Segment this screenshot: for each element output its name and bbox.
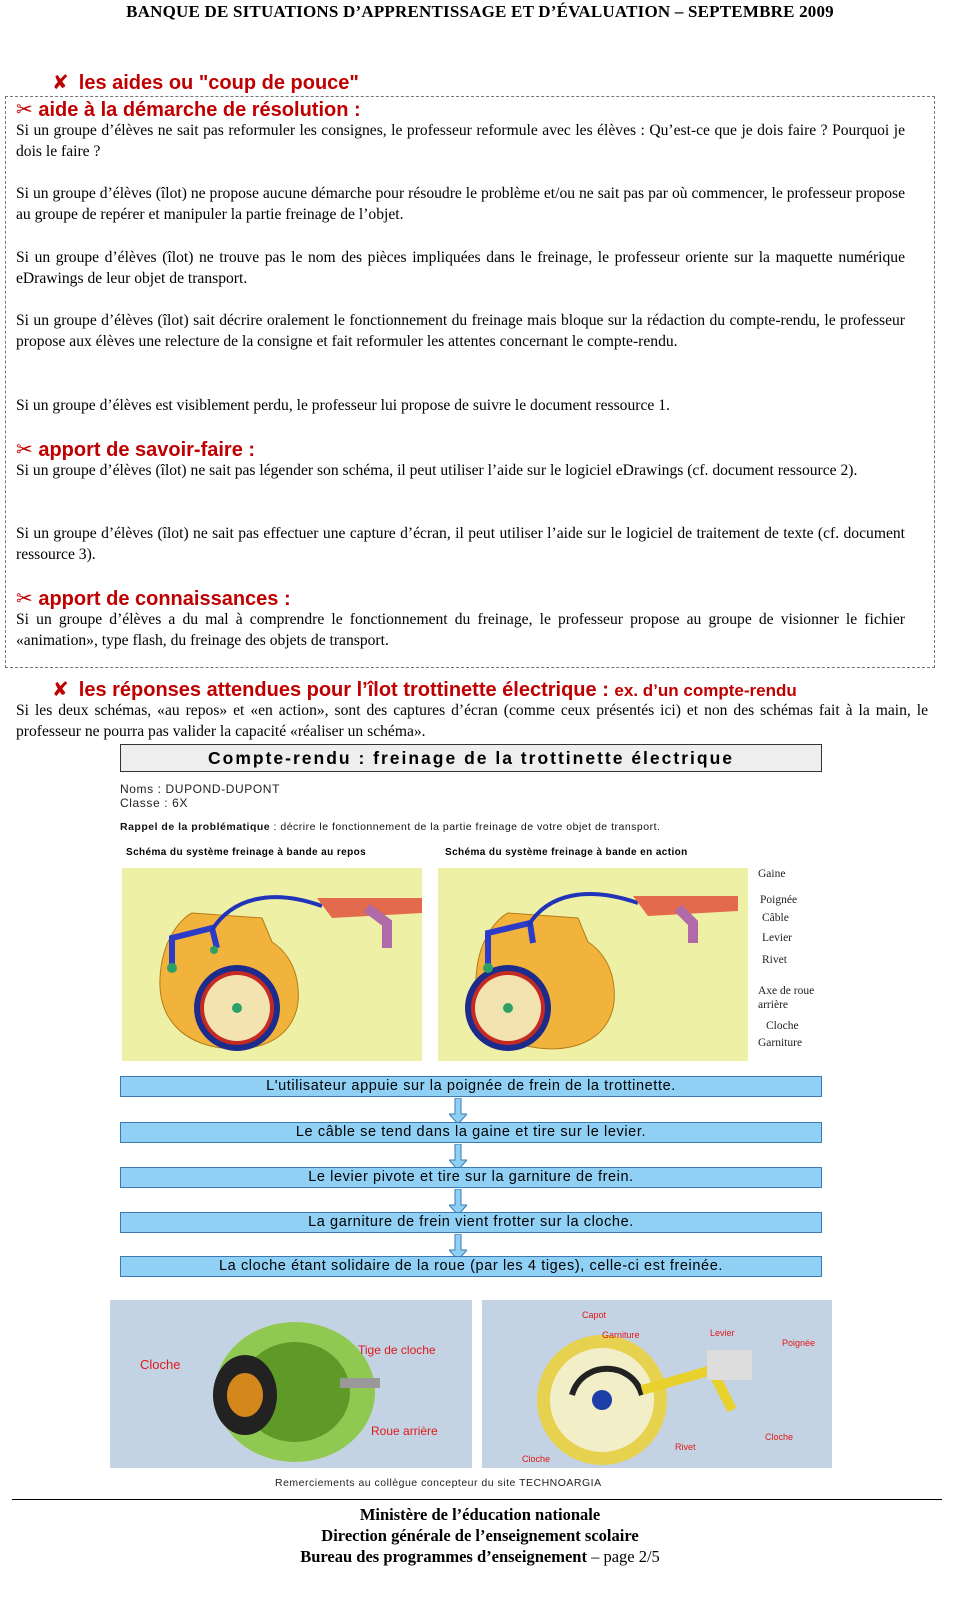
photo-label: Cloche [140,1357,181,1372]
sub-connaissances-label: apport de connaissances : [38,588,291,610]
paragraph: Si un groupe d’élèves (îlot) sait décrire oralement le fonctionnement du freinage mais bloque sur la rédaction du compte-rendu, le professeur propose aux élèves une relecture de la consigne et fait reformuler les attentes concernant le compte-rendu. [16,312,905,350]
schema-rest-caption: Schéma du système freinage à bande au repos [126,847,367,858]
section-aides-label: les aides ou "coup de pouce" [78,72,359,94]
report-title: Compte-rendu : freinage de la trottinette électrique [120,744,822,772]
legend-item: Axe de roue arrière [758,985,815,1011]
scissors-icon: ✂ [16,99,33,121]
photo-credit: Remerciements au collègue concepteur du site TECHNOARGIA [275,1477,602,1489]
paragraph: Si un groupe d’élèves (îlot) ne propose aucune démarche pour résoudre le problème et/ou ne sait pas par où commencer, le professeur propose au groupe de repérer et manipuler la partie freinage de l’objet. [16,185,905,223]
report-class: Classe : 6X [120,796,188,810]
step-box: Le levier pivote et tire sur la garniture de frein. [120,1167,822,1188]
photo-label: Levier [710,1328,735,1338]
sub-connaissances-title [16,586,291,611]
footer-line: Ministère de l’éducation nationale [359,1505,601,1524]
legend-item: Gaine [758,868,786,880]
down-arrow-icon [449,1098,467,1124]
brake-schema-rest [122,868,422,1061]
step-box: La garniture de frein vient frotter sur la cloche. [120,1212,822,1233]
section-reponses-label: les réponses attendues pour l’îlot trottinette électrique : [78,679,615,701]
step-box: L'utilisateur appuie sur la poignée de frein de la trottinette. [120,1076,822,1097]
step-box: Le câble se tend dans la gaine et tire sur le levier. [120,1122,822,1143]
paragraph: Si un groupe d’élèves a du mal à comprendre le fonctionnement du freinage, le professeur propose au groupe de visionner le fichier «animation», type flash, du freinage des objets de transport. [16,611,905,649]
legend-item: Poignée [760,894,798,906]
paragraph: Si un groupe d’élèves (îlot) ne sait pas effectuer une capture d’écran, il peut utiliser l’aide sur le logiciel de traitement de texte (cf. document ressource 3). [16,525,905,563]
footer-line-3 [0,1546,960,1567]
page-header: BANQUE DE SITUATIONS D’APPRENTISSAGE ET D’ÉVALUATION – SEPTEMBRE 2009 [126,2,834,21]
scissors-icon: ✂ [16,439,33,461]
page-number: – page 2/5 [586,1547,660,1566]
photo-brake-mechanism [482,1300,832,1468]
report-recall [120,821,660,833]
section-reponses-suffix: ex. d’un compte-rendu [614,681,797,700]
sub-demarche-label: aide à la démarche de résolution : [38,99,361,121]
photo-label: Garniture [602,1330,640,1340]
footer-rule [12,1499,942,1500]
schema-action-caption: Schéma du système freinage à bande en action [445,847,688,858]
sub-savoirfaire-title [16,437,255,462]
photo-label: Roue arrière [371,1424,438,1438]
photo-wheel-cloche [110,1300,472,1468]
cross-icon: ✘ [52,679,69,701]
aides-box [5,96,935,668]
photo-label: Capot [582,1310,607,1320]
legend-item: Rivet [762,954,787,966]
legend-item: Cloche [766,1020,799,1032]
cross-icon: ✘ [52,72,69,94]
paragraph: Si un groupe d’élèves est visiblement perdu, le professeur lui propose de suivre le document ressource 1. [16,397,670,414]
photo-label: Cloche [765,1432,794,1442]
scissors-icon: ✂ [16,588,33,610]
photo-label: Rivet [675,1442,696,1452]
sub-demarche-title [16,97,361,122]
report-recall-label: Rappel de la problématique [120,821,271,833]
section-reponses-title [52,677,942,702]
section-aides-title [52,70,359,95]
report-figure [120,742,825,1492]
paragraph: Si un groupe d’élèves (îlot) ne sait pas légender son schéma, il peut utiliser l’aide sur le logiciel eDrawings (cf. document ressource 2). [16,462,858,479]
photo-label: Poignée [782,1338,816,1348]
paragraph: Si un groupe d’élèves (îlot) ne trouve pas le nom des pièces impliquées dans le freinage, le professeur oriente sur la maquette numérique eDrawings de leur objet de transport. [16,249,905,287]
photo-label: Cloche [522,1454,551,1464]
footer-line: Direction générale de l’enseignement scolaire [321,1526,639,1545]
report-recall-text: : décrire le fonctionnement de la partie freinage de votre objet de transport. [270,821,661,833]
paragraph: Si un groupe d’élèves ne sait pas reformuler les consignes, le professeur reformule avec les élèves : Qu’est-ce que je dois faire ? Pourquoi je dois le faire ? [16,122,905,160]
photo-label: Tige de cloche [358,1343,436,1357]
legend-item: Levier [762,932,793,944]
footer-bureau: Bureau des programmes d’enseignement [300,1547,587,1566]
legend-item: Garniture [758,1037,803,1049]
brake-schema-action [438,868,748,1061]
paragraph: Si les deux schémas, «au repos» et «en action», sont des captures d’écran (comme ceux présentés ici) et non des schémas fait à la main, le professeur ne pourra pas valider la capacité «réaliser un schéma». [16,702,928,740]
sub-savoirfaire-label: apport de savoir-faire : [38,439,256,461]
report-names: Noms : DUPOND-DUPONT [120,782,281,796]
legend-item: Câble [762,912,789,924]
step-box: La cloche étant solidaire de la roue (par les 4 tiges), celle-ci est freinée. [120,1256,822,1277]
